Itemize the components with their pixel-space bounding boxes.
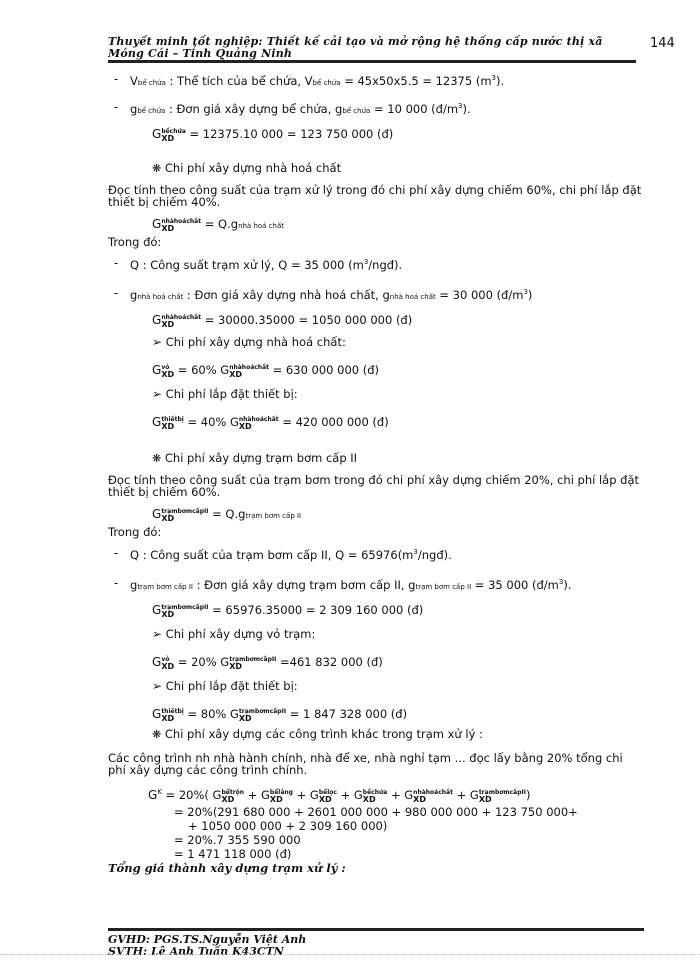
formula-total: $G^K = 20\%$( G bểtrộn XD + G bểlắng XD + G bểlọc XD + G bểchứa XD + G nhàhoáchất XD + G trạmbơmcấpII XD ) [148, 788, 531, 804]
sub-heading: ➢ Chi phí xây dựng vỏ trạm: [152, 627, 316, 641]
total-heading: Tổng giá thành xây dựng trạm xử lý : [108, 861, 346, 875]
star-bullet-icon: ❋ [152, 162, 162, 175]
section-heading: ❋ Chi phí xây dựng các công trình khác trong trạm xử lý : [152, 727, 483, 741]
formula-continuation: = 20%.7 355 590 000 [174, 833, 301, 847]
list-dash: - [114, 256, 119, 270]
formula-result: = 1 471 118 000 (đ) [174, 847, 292, 861]
where-label: Trong đó: [108, 525, 162, 539]
paragraph: Đọc tính theo công suất của trạm xử lý trong đó chi phí xây dựng chiếm 60%, chi phí lắp đặt thiết bị chiếm 40%. [108, 183, 642, 209]
section-heading: ❋ Chi phí xây dựng nhà hoá chất [152, 161, 342, 175]
formula-line: G thiếtbị XD = 40% G nhàhoáchất XD = 420 000 000 (đ) [152, 415, 389, 431]
footer-student: SVTH: Lê Anh Tuấn K43CTN [108, 945, 284, 958]
list-dash: - [114, 546, 119, 560]
list-dash: - [114, 72, 119, 86]
page-header [108, 36, 638, 60]
list-dash: - [114, 100, 119, 114]
sub-heading: ➢ Chi phí xây dựng nhà hoá chất: [152, 335, 346, 349]
formula-line: G nhàhoáchất XD = 30000.35000 = 1050 000 000 (đ) [152, 313, 413, 329]
unit-price-line: gtrạm bơm cấp II : Đơn giá xây dựng trạm bơm cấp II, gtrạm bơm cấp II = 35 000 $(đ/m^3)$. [130, 578, 572, 592]
unit-price-line: gnhà hoá chất : Đơn giá xây dựng nhà hoá chất, gnhà hoá chất = 30 000 $(đ/m^3)$ [130, 288, 533, 302]
formula-line: G vỏ XD = 20% G trạmbơmcấpII XD =461 832 000 (đ) [152, 655, 383, 671]
page-number: 144 [650, 36, 675, 51]
volume-line: Vbể chứa : Thể tích của bể chứa, Vbể chứa = 45x50x5.5 = 12375 $(m^3)$. [130, 74, 505, 88]
sub-heading: ➢ Chi phí lắp đặt thiết bị: [152, 679, 298, 693]
star-bullet-icon: ❋ [152, 728, 162, 741]
where-label: Trong đó: [108, 235, 162, 249]
arrow-bullet-icon: ➢ [152, 387, 163, 401]
list-dash: - [114, 576, 119, 590]
capacity-line: Q : Công suất của trạm bơm cấp II, $Q = 65976(m^3/ngđ)$. [130, 548, 452, 562]
formula-line: G vỏ XD = 60% G nhàhoáchất XD = 630 000 000 (đ) [152, 363, 380, 379]
section-heading: ❋ Chi phí xây dựng trạm bơm cấp II [152, 451, 358, 465]
star-bullet-icon: ❋ [152, 452, 162, 465]
unit-price-line: gbể chứa : Đơn giá xây dựng bể chứa, gbể chứa = 10 000 $(đ/m^3)$. [130, 102, 471, 116]
paragraph: Các công trình nh nhà hành chính, nhà để xe, nhà nghỉ tạm ... đọc lấy bằng 20% tổng chi phí xây dựng các công trình chính. [108, 751, 623, 777]
arrow-bullet-icon: ➢ [152, 335, 163, 349]
page-bottom-dots [0, 954, 700, 955]
arrow-bullet-icon: ➢ [152, 679, 163, 693]
formula-reservoir-cost: G bểchứa XD = 12375.10 000 = 123 750 000 (đ) [152, 127, 394, 143]
list-dash: - [114, 286, 119, 300]
formula-line: G trạmbơmcấpII XD = 65976.35000 = 2 309 160 000 (đ) [152, 603, 424, 619]
header-divider [108, 60, 636, 63]
sub-heading: ➢ Chi phí lắp đặt thiết bị: [152, 387, 298, 401]
footer-divider [108, 928, 644, 931]
formula-continuation: + 1050 000 000 + 2 309 160 000) [188, 819, 388, 833]
header-title-line1: Thuyết minh tốt nghiệp: Thiết kế cải tạo và mở rộng hệ thống cấp nước thị xã [108, 35, 603, 48]
paragraph: Đọc tính theo công suất của trạm bơm trong đó chi phí xây dựng chiếm 20%, chi phí lắp đặt thiết bị chiếm 60%. [108, 473, 640, 499]
formula-line: G nhàhoáchất XD = Q.gnhà hoá chất [152, 217, 285, 233]
capacity-line: Q : Công suất trạm xử lý, Q = 35 000 $(m^3/ngđ)$. [130, 258, 403, 272]
header-title-line2: Móng Cái – Tỉnh Quảng Ninh [108, 47, 293, 60]
footer-supervisor: GVHD: PGS.TS.Nguyễn Việt Anh [108, 933, 307, 946]
formula-line: G thiếtbị XD = 80% G trạmbơmcấpII XD = 1 847 328 000 (đ) [152, 707, 408, 723]
formula-continuation: = 20%(291 680 000 + 2601 000 000 + 980 000 000 + 123 750 000+ [174, 805, 578, 819]
formula-line: G trạmbơmcấpII XD = Q.gtrạm bơm cấp II [152, 507, 302, 523]
arrow-bullet-icon: ➢ [152, 627, 163, 641]
